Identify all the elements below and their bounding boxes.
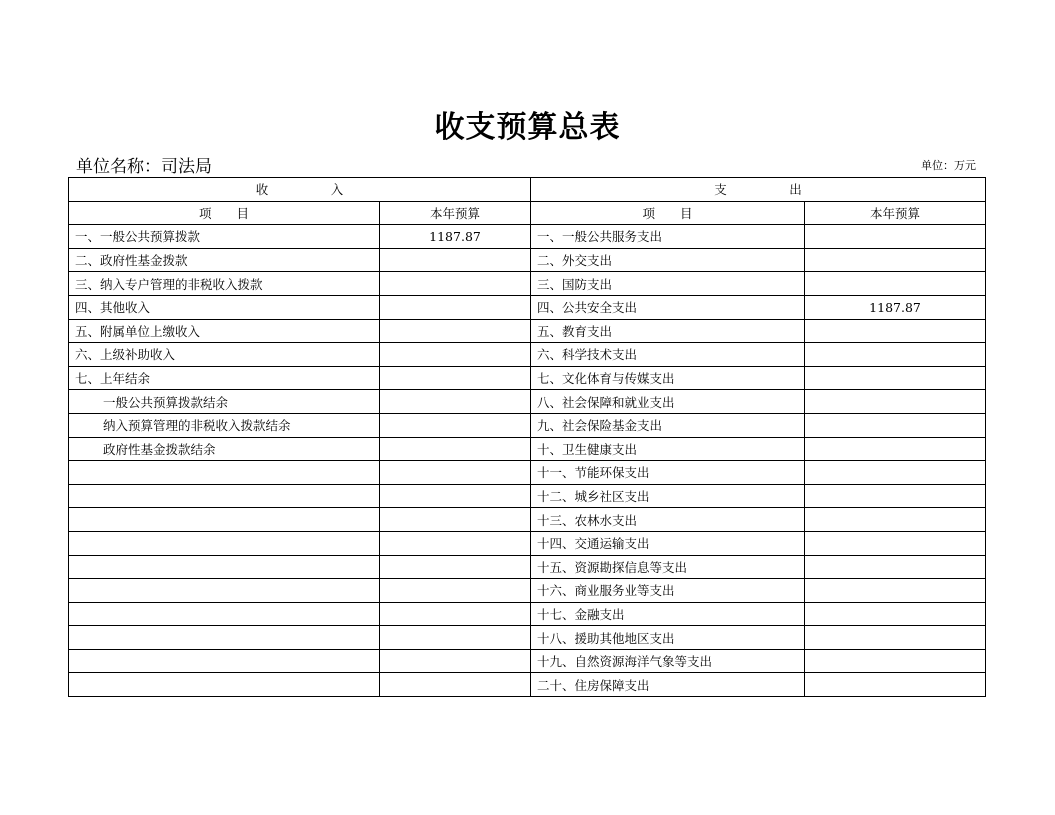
expense-item-cell: 九、社会保险基金支出 [531,413,805,437]
expense-value-cell [805,437,986,461]
income-value-cell [380,366,531,390]
expense-item-cell: 一、一般公共服务支出 [531,225,805,249]
income-value-cell [380,649,531,673]
expense-value-cell [805,319,986,343]
table-row [69,484,986,508]
income-item-cell: 三、纳入专户管理的非税收入拨款 [69,272,380,296]
expense-value-cell [805,579,986,603]
income-item-cell [69,602,380,626]
expense-value-cell [805,649,986,673]
income-value-cell [380,272,531,296]
income-item-cell: 二、政府性基金拨款 [69,248,380,272]
income-value-cell [380,673,531,697]
expense-value-cell [805,461,986,485]
expense-item-cell: 六、科学技术支出 [531,343,805,367]
expense-value-cell [805,673,986,697]
expense-value-cell [805,508,986,532]
expense-value-cell [805,366,986,390]
income-item-cell: 四、其他收入 [69,295,380,319]
income-value-cell [380,508,531,532]
table-row [69,579,986,603]
expense-value-cell [805,343,986,367]
expense-value-cell [805,272,986,296]
income-item-cell [69,531,380,555]
table-row [69,508,986,532]
expense-item-cell: 五、教育支出 [531,319,805,343]
expense-item-cell: 十八、援助其他地区支出 [531,626,805,650]
income-item-cell: 一、一般公共预算拨款 [69,225,380,249]
table-row [69,319,986,343]
table-row [69,272,986,296]
table-row [69,413,986,437]
expense-value-cell [805,390,986,414]
income-item-cell: 政府性基金拨款结余 [69,437,380,461]
expense-value-cell [805,225,986,249]
header-row-columns [69,201,986,225]
income-value-cell [380,531,531,555]
income-value-cell [380,484,531,508]
expense-item-cell: 三、国防支出 [531,272,805,296]
table-row [69,295,986,319]
income-value-cell [380,602,531,626]
expense-item-cell: 二、外交支出 [531,248,805,272]
expense-item-cell: 十六、商业服务业等支出 [531,579,805,603]
income-value-cell [380,343,531,367]
expense-item-cell: 十三、农林水支出 [531,508,805,532]
table-row [69,225,986,249]
expense-item-cell: 四、公共安全支出 [531,295,805,319]
income-item-cell [69,461,380,485]
income-value-cell [380,319,531,343]
income-item-cell: 六、上级补助收入 [69,343,380,367]
expense-value-cell: 1187.87 [805,295,986,319]
table-row [69,437,986,461]
expense-value-cell [805,484,986,508]
expense-item-cell: 八、社会保障和就业支出 [531,390,805,414]
table-row [69,673,986,697]
income-item-cell: 纳入预算管理的非税收入拨款结余 [69,413,380,437]
income-value-cell [380,437,531,461]
table-row [69,555,986,579]
expense-item-cell: 十四、交通运输支出 [531,531,805,555]
income-item-cell [69,579,380,603]
table-row [69,343,986,367]
income-item-cell [69,673,380,697]
page-title: 收支预算总表 [434,110,621,145]
expense-item-cell: 七、文化体育与传媒支出 [531,366,805,390]
income-value-cell [380,390,531,414]
table-row [69,461,986,485]
income-item-header: 项 目 [69,201,380,225]
income-value-cell: 1187.87 [380,225,531,249]
unit-name: 单位名称：司法局 [76,157,212,177]
expense-item-cell: 十二、城乡社区支出 [531,484,805,508]
income-value-cell [380,413,531,437]
income-item-cell: 七、上年结余 [69,366,380,390]
header-row-sections [69,178,986,202]
income-item-cell [69,484,380,508]
table-row [69,531,986,555]
table-row [69,248,986,272]
budget-table [68,177,986,697]
expense-item-cell: 十九、自然资源海洋气象等支出 [531,649,805,673]
income-item-cell: 一般公共预算拨款结余 [69,390,380,414]
table-row [69,366,986,390]
income-value-cell [380,461,531,485]
income-item-cell: 五、附属单位上缴收入 [69,319,380,343]
expense-item-header: 项 目 [531,201,805,225]
expense-value-cell [805,626,986,650]
expense-item-cell: 十一、节能环保支出 [531,461,805,485]
income-item-cell [69,649,380,673]
expense-item-cell: 十、卫生健康支出 [531,437,805,461]
expense-value-cell [805,531,986,555]
income-item-cell [69,626,380,650]
expense-value-cell [805,413,986,437]
expense-value-cell [805,248,986,272]
income-value-cell [380,555,531,579]
income-value-cell [380,626,531,650]
table-row [69,649,986,673]
expense-item-cell: 十五、资源勘探信息等支出 [531,555,805,579]
income-budget-header: 本年预算 [380,201,531,225]
income-value-cell [380,579,531,603]
expense-item-cell: 十七、金融支出 [531,602,805,626]
income-section-header: 收 入 [69,178,531,202]
expense-value-cell [805,555,986,579]
expense-value-cell [805,602,986,626]
expense-section-header: 支 出 [531,178,986,202]
table-row [69,390,986,414]
expense-budget-header: 本年预算 [805,201,986,225]
income-value-cell [380,295,531,319]
income-item-cell [69,508,380,532]
income-value-cell [380,248,531,272]
unit-label: 单位：万元 [921,159,976,172]
expense-item-cell: 二十、住房保障支出 [531,673,805,697]
table-row [69,602,986,626]
table-row [69,626,986,650]
income-item-cell [69,555,380,579]
